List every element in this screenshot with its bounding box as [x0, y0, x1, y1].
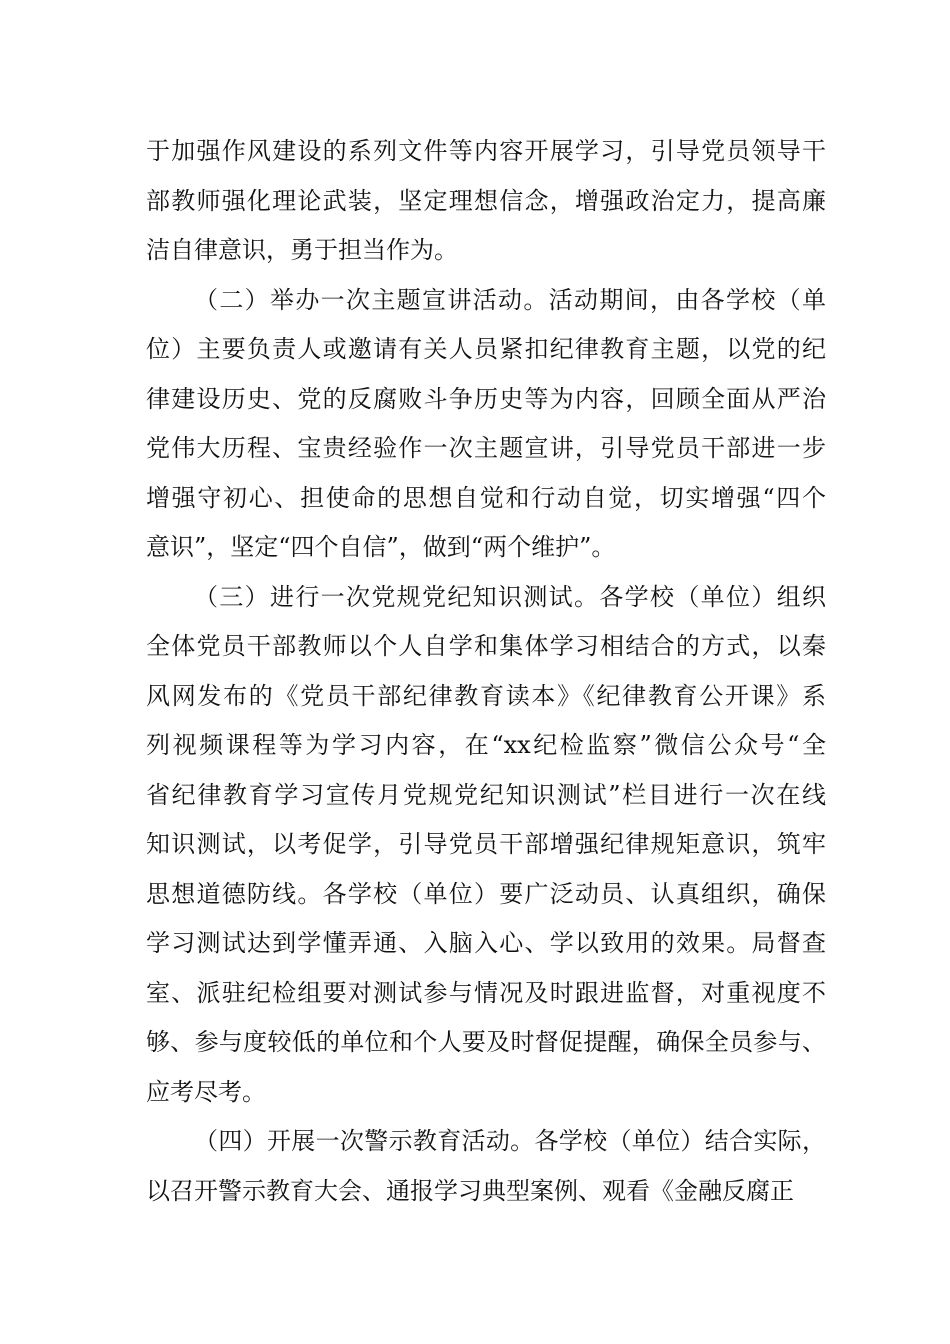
document-body: [146, 127, 826, 1216]
text-line: 以召开警示教育大会、通报学习典型案例、观看《金融反腐正: [146, 1176, 794, 1205]
text-line: 意识”，坚定“四个自信”，做到“两个维护”。: [146, 533, 616, 561]
text-line: 律建设历史、党的反腐败斗争历史等为内容，回顾全面从严治: [146, 384, 826, 413]
paragraph-warning-education: [146, 1117, 826, 1216]
text-line: 部教师强化理论武装，坚定理想信念，增强政治定力，提高廉: [146, 186, 826, 215]
text-line: 知识测试，以考促学，引导党员干部增强纪律规矩意识，筑牢: [146, 830, 826, 858]
text-line: 室、派驻纪检组要对测试参与情况及时跟进监督，对重视度不: [146, 978, 826, 1007]
text-line: 党伟大历程、宝贵经验作一次主题宣讲，引导党员干部进一步: [146, 434, 826, 462]
text-line: （三）进行一次党规党纪知识测试。各学校（单位）组织: [194, 582, 826, 611]
paragraph-continued: [146, 127, 826, 276]
text-line: 够、参与度较低的单位和个人要及时督促提醒，确保全员参与、: [146, 1028, 826, 1056]
text-line: 列视频课程等为学习内容，在“xx纪检监察”微信公众号“全: [146, 731, 826, 759]
text-line: （二）举办一次主题宣讲活动。活动期间，由各学校（单: [194, 285, 826, 314]
text-line: 学习测试达到学懂弄通、入脑入心、学以致用的效果。局督查: [146, 929, 826, 957]
paragraph-theme-lecture: [146, 276, 826, 573]
text-line: 思想道德防线。各学校（单位）要广泛动员、认真组织，确保: [146, 879, 826, 908]
text-line: 风网发布的《党员干部纪律教育读本》《纪律教育公开课》系: [146, 681, 826, 710]
text-line: 于加强作风建设的系列文件等内容开展学习，引导党员领导干: [146, 137, 826, 165]
text-line: （四）开展一次警示教育活动。各学校（单位）结合实际，: [194, 1127, 826, 1155]
text-line: 全体党员干部教师以个人自学和集体学习相结合的方式，以秦: [146, 632, 826, 660]
text-line: 增强守初心、担使命的思想自觉和行动自觉，切实增强“四个: [146, 483, 826, 512]
paragraph-knowledge-test: [146, 573, 826, 1118]
text-line: 位）主要负责人或邀请有关人员紧扣纪律教育主题，以党的纪: [146, 335, 826, 363]
text-line: 洁自律意识，勇于担当作为。: [146, 236, 458, 264]
text-line: 应考尽考。: [146, 1077, 266, 1106]
text-line: 省纪律教育学习宣传月党规党纪知识测试”栏目进行一次在线: [146, 780, 826, 809]
